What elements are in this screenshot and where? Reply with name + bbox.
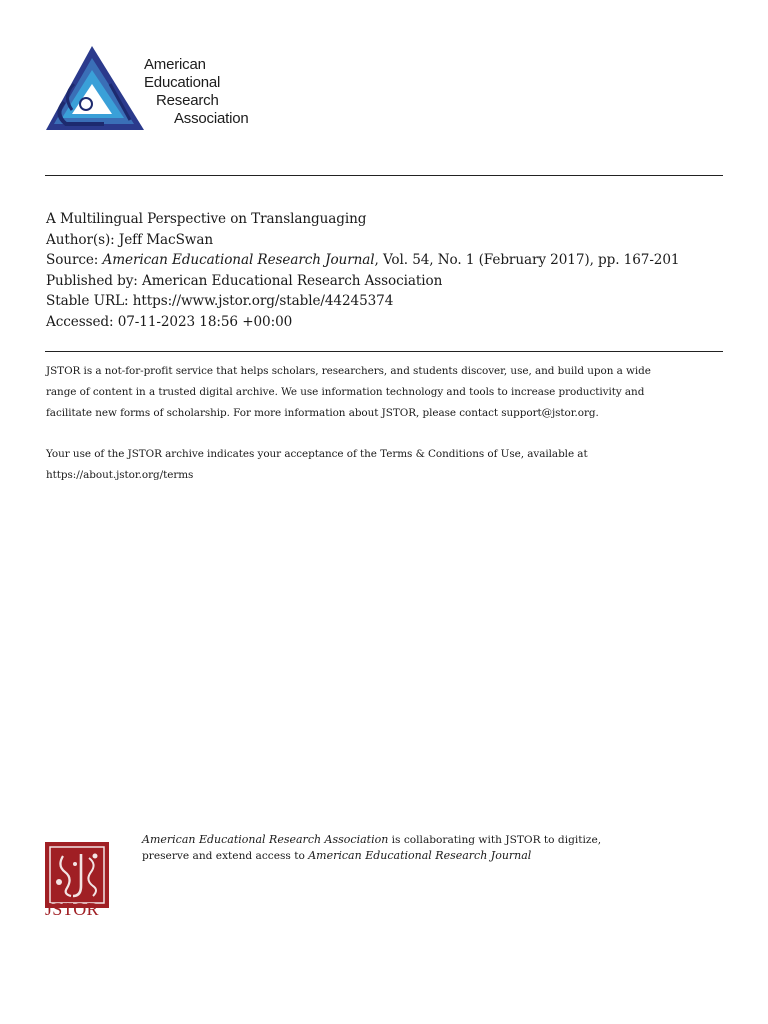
article-title: A Multilingual Perspective on Translanguaging (46, 211, 367, 227)
notice-line: range of content in a trusted digital archive. We use information technology and tools to increase productivity and (46, 386, 645, 398)
accessed-date: 07-11-2023 18:56 +00:00 (117, 313, 293, 330)
collab-org: American Educational Research Association (142, 833, 389, 846)
collab-line-2 (142, 848, 601, 864)
source-label: Source: (46, 252, 103, 269)
source-details: , Vol. 54, No. 1 (February 2017), pp. 167-201 (374, 252, 680, 269)
jstor-notice (46, 361, 651, 486)
article-metadata (46, 209, 679, 333)
accessed-label: Accessed: (46, 313, 118, 330)
collab-text-2: preserve and extend access to (142, 850, 309, 862)
author-name: Jeff MacSwan (118, 231, 213, 248)
terms-line: Your use of the JSTOR archive indicates your acceptance of the Terms & Conditions of Use, available at (46, 448, 588, 460)
collaboration-statement (142, 832, 601, 864)
publisher-label: Published by: (46, 272, 142, 289)
aera-logo (44, 44, 274, 134)
collab-journal: American Educational Research Journal (308, 849, 532, 862)
notice-line: facilitate new forms of scholarship. For more information about JSTOR, please contact support@jstor.org. (46, 407, 599, 419)
aera-logo-text (144, 56, 249, 128)
jstor-wordmark: JSTOR (45, 899, 99, 919)
logo-line: Research (156, 92, 219, 109)
stable-url-link[interactable]: https://www.jstor.org/stable/44245374 (132, 293, 394, 310)
middle-divider (45, 351, 723, 352)
publisher-name: American Educational Research Association (141, 272, 443, 289)
source-journal: American Educational Research Journal (102, 252, 375, 269)
collab-line-1 (142, 832, 601, 848)
article-stable-url-line (46, 291, 679, 312)
article-author-line (46, 230, 679, 251)
author-label: Author(s): (46, 231, 119, 248)
article-accessed-line (46, 312, 679, 333)
article-publisher-line (46, 271, 679, 292)
notice-line: JSTOR is a not-for-profit service that helps scholars, researchers, and students discover, use, and build upon a wide (46, 365, 651, 377)
collab-text: is collaborating with JSTOR to digitize, (388, 834, 602, 846)
terms-link[interactable]: https://about.jstor.org/terms (46, 469, 194, 481)
logo-line: Educational (144, 74, 221, 91)
top-divider (45, 175, 723, 176)
logo-line: Association (174, 110, 249, 127)
aera-triangle-icon (44, 44, 144, 134)
stable-url-label: Stable URL: (46, 293, 133, 310)
logo-line: American (144, 56, 206, 73)
article-source-line (46, 250, 679, 271)
